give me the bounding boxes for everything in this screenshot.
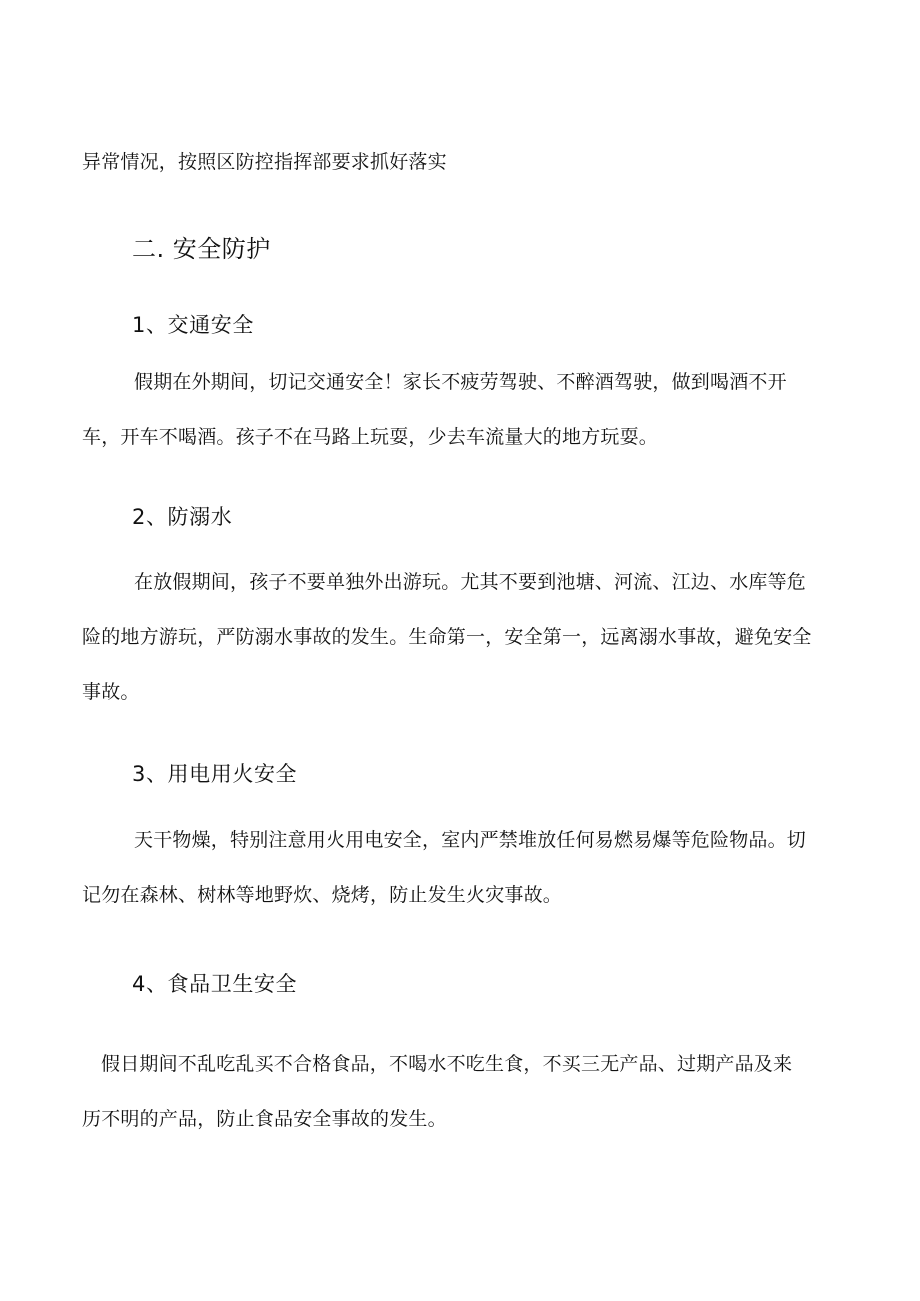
paragraph-line: 假日期间不乱吃乱买不合格食品，不喝水不吃生食，不买三无产品、过期产品及来 [101, 1053, 793, 1075]
section-title: 二. 安全防护 [132, 235, 271, 263]
paragraph-line: 险的地方游玩，严防溺水事故的发生。生命第一，安全第一，远离溺水事故，避免安全 [82, 626, 812, 648]
paragraph-line: 假期在外期间，切记交通安全！家长不疲劳驾驶、不醉酒驾驶，做到喝酒不开 [134, 371, 787, 393]
paragraph-line: 天干物燥，特别注意用火用电安全，室内严禁堆放任何易燃易爆等危险物品。切 [134, 829, 807, 851]
subsection-heading-traffic: 1、交通安全 [132, 313, 254, 337]
subsection-heading-food: 4、食品卫生安全 [132, 972, 298, 996]
subsection-heading-fire-electric: 3、用电用火安全 [132, 762, 298, 786]
paragraph-line: 事故。 [82, 681, 140, 703]
paragraph-line: 历不明的产品，防止食品安全事故的发生。 [82, 1108, 447, 1130]
paragraph-line: 在放假期间，孩子不要单独外出游玩。尤其不要到池塘、河流、江边、水库等危 [134, 571, 807, 593]
paragraph-line: 记勿在森林、树林等地野炊、烧烤，防止发生火灾事故。 [82, 884, 563, 906]
subsection-heading-drowning: 2、防溺水 [132, 505, 233, 529]
paragraph-line: 车，开车不喝酒。孩子不在马路上玩耍，少去车流量大的地方玩耍。 [82, 426, 659, 448]
intro-line: 异常情况，按照区防控指挥部要求抓好落实 [82, 151, 447, 173]
